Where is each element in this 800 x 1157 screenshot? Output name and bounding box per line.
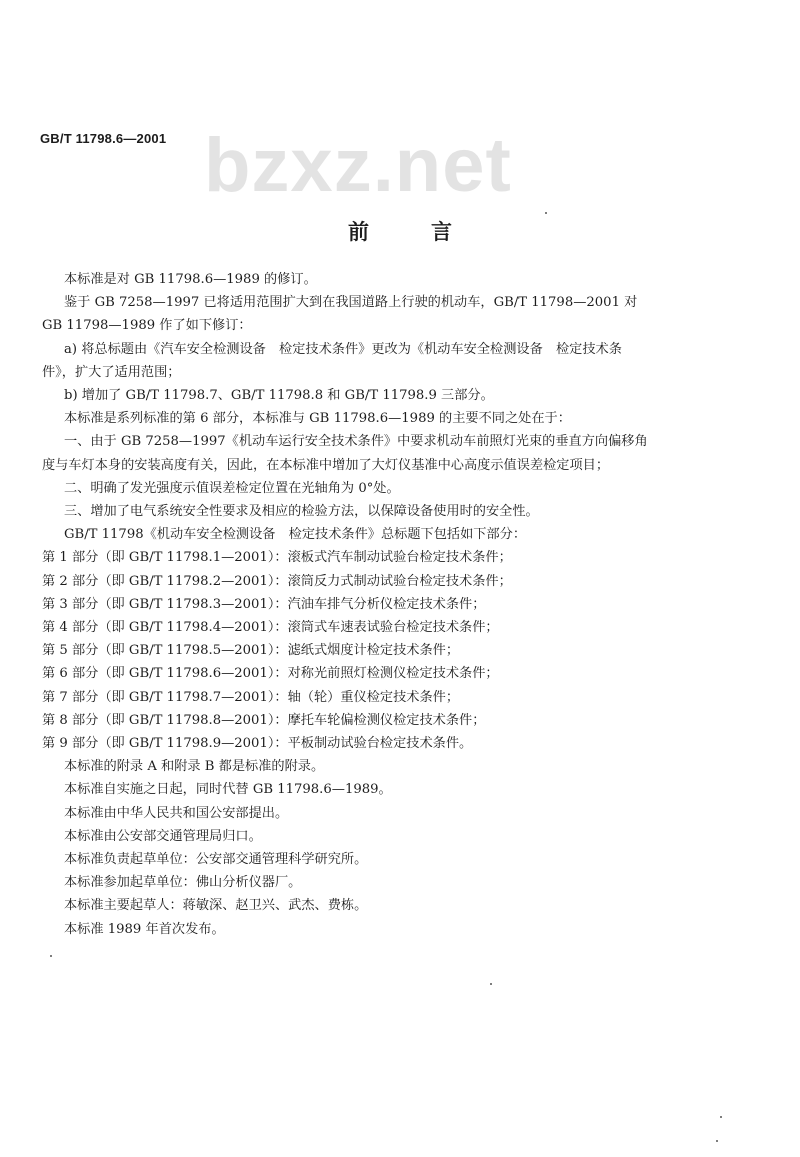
watermark: bzxz.net xyxy=(204,123,512,208)
paragraph-line: 本标准是系列标准的第 6 部分，本标准与 GB 11798.6—1989 的主要不同之处在于： xyxy=(64,411,571,427)
paragraph-line: b) 增加了 GB/T 11798.7、GB/T 11798.8 和 GB/T 11798.9 三部分。 xyxy=(64,388,494,404)
paragraph-line: 本标准参加起草单位：佛山分析仪器厂。 xyxy=(64,875,302,891)
scan-speck xyxy=(490,983,492,985)
scan-speck xyxy=(50,955,52,957)
paragraph-line: 本标准的附录 A 和附录 B 都是标准的附录。 xyxy=(64,759,325,775)
paragraph-line: 本标准主要起草人：蒋敏深、赵卫兴、武杰、费栋。 xyxy=(64,898,368,914)
scan-speck xyxy=(716,1140,718,1142)
paragraph-line: 三、增加了电气系统安全性要求及相应的检验方法，以保障设备使用时的安全性。 xyxy=(64,504,539,520)
paragraph-line: a) 将总标题由《汽车安全检测设备 检定技术条件》更改为《机动车安全检测设备 检定技术条 xyxy=(64,341,622,357)
list-item: 第 1 部分（即 GB/T 11798.1—2001）：滚板式汽车制动试验台检定技术条件； xyxy=(42,550,512,566)
paragraph-line: 本标准负责起草单位：公安部交通管理科学研究所。 xyxy=(64,852,368,868)
paragraph-line: 鉴于 GB 7258—1997 已将适用范围扩大到在我国道路上行驶的机动车，GB/T 11798—2001 对 xyxy=(64,295,638,311)
paragraph-line: GB 11798—1989 作了如下修订： xyxy=(42,318,252,334)
paragraph-line: 本标准 1989 年首次发布。 xyxy=(64,921,225,937)
list-item: 第 6 部分（即 GB/T 11798.6—2001）：对称光前照灯检测仪检定技术条件； xyxy=(42,666,499,682)
paragraph-line: 度与车灯本身的安装高度有关，因此，在本标准中增加了大灯仪基准中心高度示值误差检定项目； xyxy=(42,457,610,473)
paragraph-line: 件》，扩大了适用范围； xyxy=(42,364,181,380)
scan-speck xyxy=(545,212,547,214)
paragraph-line: GB/T 11798《机动车安全检测设备 检定技术条件》总标题下包括如下部分： xyxy=(64,527,527,543)
scan-speck xyxy=(720,1116,722,1118)
paragraph-line: 本标准由中华人民共和国公安部提出。 xyxy=(64,805,289,821)
paragraph-line: 二、明确了发光强度示值误差检定位置在光轴角为 0°处。 xyxy=(64,480,400,496)
list-item: 第 9 部分（即 GB/T 11798.9—2001）：平板制动试验台检定技术条件。 xyxy=(42,736,473,752)
paragraph-line: 本标准是对 GB 11798.6—1989 的修订。 xyxy=(64,272,317,287)
document-body xyxy=(42,268,744,941)
paragraph-line: 本标准自实施之日起，同时代替 GB 11798.6—1989。 xyxy=(64,782,392,798)
list-item: 第 2 部分（即 GB/T 11798.2—2001）：滚筒反力式制动试验台检定技术条件； xyxy=(42,573,512,589)
list-item: 第 4 部分（即 GB/T 11798.4—2001）：滚筒式车速表试验台检定技术条件； xyxy=(42,620,499,636)
list-item: 第 3 部分（即 GB/T 11798.3—2001）：汽油车排气分析仪检定技术条件； xyxy=(42,596,486,612)
standard-code: GB/T 11798.6—2001 xyxy=(40,131,167,146)
list-item: 第 5 部分（即 GB/T 11798.5—2001）：滤纸式烟度计检定技术条件； xyxy=(42,643,460,659)
page-title: 前言 xyxy=(348,220,514,244)
paragraph-line: 一、由于 GB 7258—1997《机动车运行安全技术条件》中要求机动车前照灯光束的垂直方向偏移角 xyxy=(64,434,648,450)
list-item: 第 7 部分（即 GB/T 11798.7—2001）：轴（轮）重仪检定技术条件； xyxy=(42,689,460,705)
paragraph-line: 本标准由公安部交通管理局归口。 xyxy=(64,828,262,844)
list-item: 第 8 部分（即 GB/T 11798.8—2001）：摩托车轮偏检测仪检定技术条件； xyxy=(42,712,486,728)
